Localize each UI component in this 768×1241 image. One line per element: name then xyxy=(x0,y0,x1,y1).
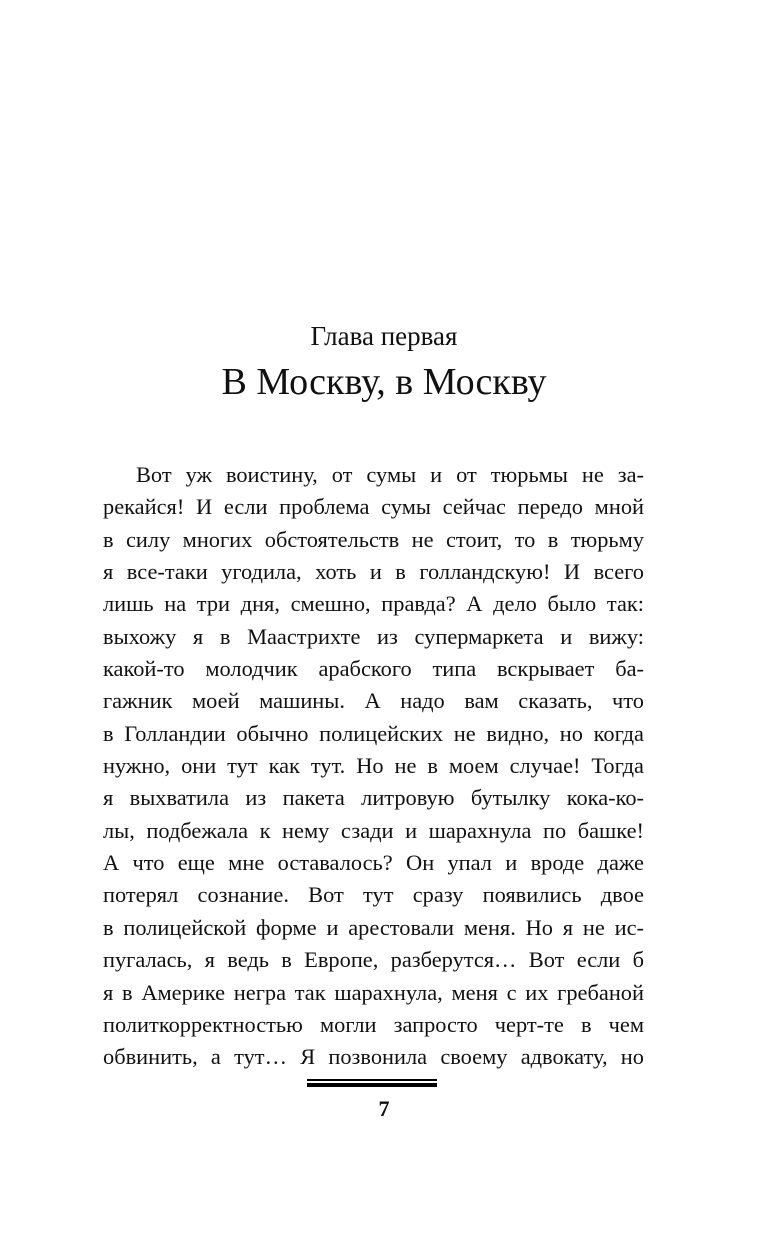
text-line: рекайся! И если проблема сумы сейчас передо мной xyxy=(103,494,644,520)
text-line: выхожу я в Маастрихте из супермаркета и вижу: xyxy=(103,623,644,649)
text-line: в силу многих обстоятельств не стоит, то в тюрьму xyxy=(103,526,644,552)
text-line: какой-то молодчик арабского типа вскрывает ба- xyxy=(103,656,644,682)
text-line: лы, подбежала к нему сзади и шарахнула по башке! xyxy=(103,817,644,843)
text-line: политкорректностью могли запросто черт-те в чем xyxy=(103,1011,644,1037)
text-line: А что еще мне оставалось? Он упал и вроде даже xyxy=(103,850,644,876)
body-text xyxy=(103,459,644,1074)
chapter-label: Глава первая xyxy=(310,321,458,351)
text-line: гажник моей машины. А надо вам сказать, что xyxy=(103,688,644,714)
text-line: обвинить, а тут… Я позвонила своему адвокату, но xyxy=(103,1044,644,1070)
text-line: пугалась, я ведь в Европе, разберутся… Вот если б xyxy=(103,947,644,973)
footer-rule-thick xyxy=(307,1083,437,1087)
text-line: нужно, они тут как тут. Но не в моем случае! Тогда xyxy=(103,753,644,779)
page-number: 7 xyxy=(378,1096,390,1121)
footer-rule-thin xyxy=(307,1079,437,1081)
text-line: в Голландии обычно полицейских не видно, но когда xyxy=(103,720,644,746)
text-line: я все-таки угодила, хоть и в голландскую! И всего xyxy=(103,559,644,585)
text-line: я в Америке негра так шарахнула, меня с их гребаной xyxy=(103,979,644,1005)
chapter-title: В Москву, в Москву xyxy=(221,361,547,403)
text-line: в полицейской форме и арестовали меня. Но я не ис- xyxy=(103,914,644,940)
text-line: Вот уж воистину, от сумы и от тюрьмы не за- xyxy=(136,462,644,487)
text-line: потерял сознание. Вот тут сразу появились двое xyxy=(103,882,644,908)
text-line: лишь на три дня, смешно, правда? А дело было так: xyxy=(103,591,644,617)
footer-rule xyxy=(307,1079,437,1087)
text-line: я выхватила из пакета литровую бутылку кока-ко- xyxy=(103,785,644,811)
